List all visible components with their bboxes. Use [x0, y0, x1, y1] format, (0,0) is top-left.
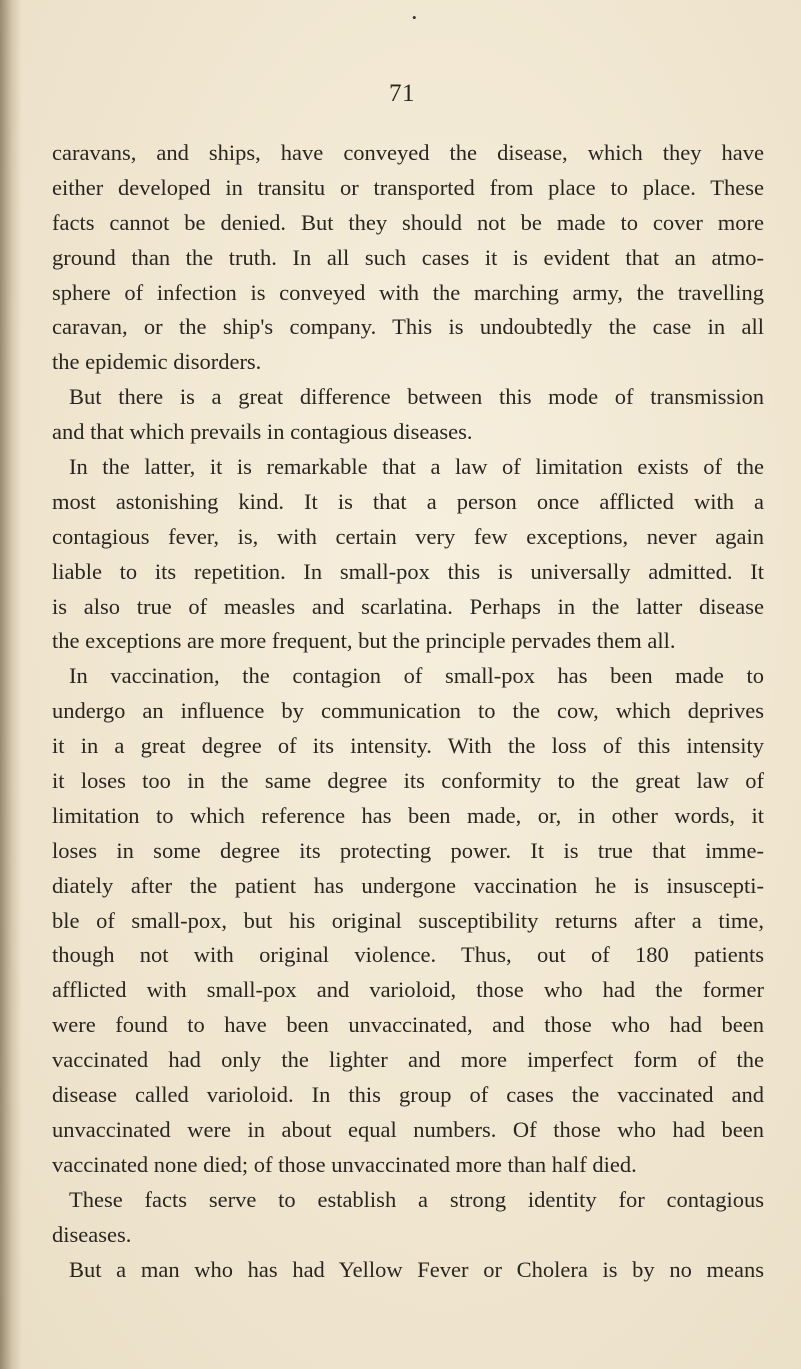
text-line: limitation to which reference has been made, or, in other words, it [52, 802, 764, 828]
text-line: and that which prevails in contagious diseases. [52, 419, 473, 445]
text-line: most astonishing kind. It is that a person once afflicted with a [52, 488, 764, 514]
text-line: disease called varioloid. In this group of cases the vaccinated and [52, 1082, 764, 1108]
text-line: ground than the truth. In all such cases it is evident that an atmo- [52, 244, 764, 270]
text-line: caravan, or the ship's company. This is undoubtedly the case in all [52, 314, 764, 340]
text-line: In the latter, it is remarkable that a law of limitation exists of the [69, 454, 764, 480]
text-line: vaccinated none died; of those unvaccinated more than half died. [52, 1151, 637, 1177]
text-line: facts cannot be denied. But they should not be made to cover more [52, 209, 764, 235]
text-line: though not with original violence. Thus, out of 180 patients [52, 942, 764, 968]
text-line: But a man who has had Yellow Fever or Cholera is by no means [69, 1256, 764, 1282]
text-line: the exceptions are more frequent, but the principle pervades them all. [52, 628, 676, 654]
text-line: In vaccination, the contagion of small-pox has been made to [69, 663, 764, 689]
text-line: diseases. [52, 1221, 132, 1247]
text-line: is also true of measles and scarlatina. Perhaps in the latter disease [52, 593, 764, 619]
page-number: 71 [389, 80, 415, 107]
text-line: vaccinated had only the lighter and more imperfect form of the [52, 1047, 764, 1073]
text-line: afflicted with small-pox and varioloid, those who had the former [52, 977, 764, 1003]
text-line: ble of small-pox, but his original susceptibility returns after a time, [52, 907, 764, 933]
text-line: either developed in transitu or transported from place to place. These [52, 174, 764, 200]
text-line: were found to have been unvaccinated, and those who had been [52, 1012, 764, 1038]
text-line: But there is a great difference between this mode of transmission [69, 384, 764, 410]
text-line: caravans, and ships, have conveyed the disease, which they have [52, 140, 764, 165]
body-text [52, 136, 764, 1287]
text-line: contagious fever, is, with certain very few exceptions, never again [52, 523, 764, 549]
page-gutter-shadow [0, 0, 22, 1369]
text-line: liable to its repetition. In small-pox this is universally admitted. It [52, 558, 764, 584]
text-line: diately after the patient has undergone vaccination he is insuscepti- [52, 872, 764, 898]
text-line: unvaccinated were in about equal numbers. Of those who had been [52, 1116, 764, 1142]
text-line: These facts serve to establish a strong identity for contagious [69, 1186, 764, 1212]
text-line: the epidemic disorders. [52, 349, 262, 375]
text-line: it loses too in the same degree its conformity to the great law of [52, 768, 764, 794]
text-line: loses in some degree its protecting power. It is true that imme- [52, 837, 764, 863]
text-line: it in a great degree of its intensity. With the loss of this intensity [52, 733, 764, 759]
text-line: undergo an influence by communication to the cow, which deprives [52, 698, 764, 724]
text-line: sphere of infection is conveyed with the marching army, the travelling [52, 279, 764, 305]
top-margin-mark: • [412, 10, 417, 25]
